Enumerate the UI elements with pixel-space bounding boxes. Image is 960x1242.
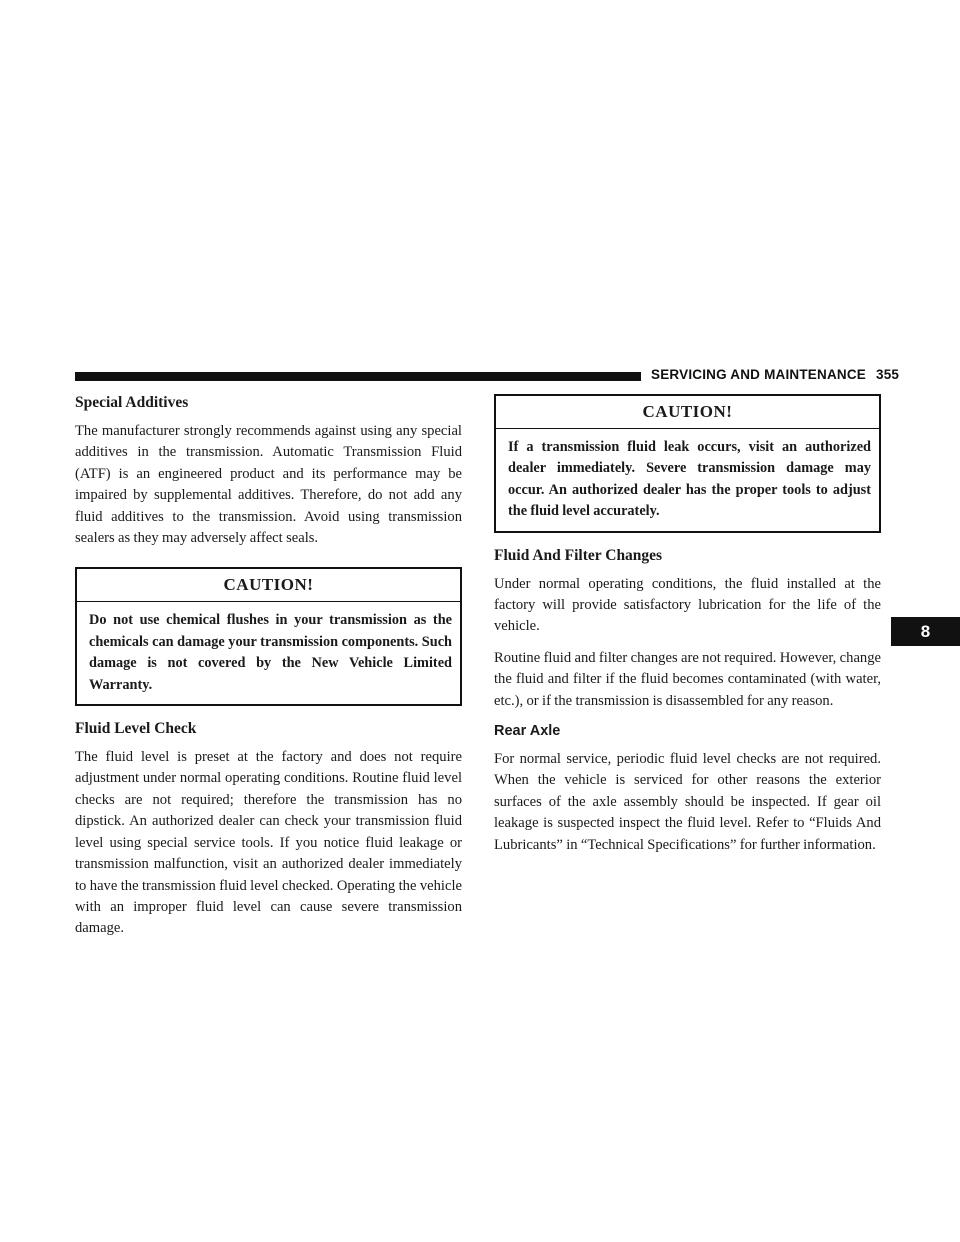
section-title: SERVICING AND MAINTENANCE [651, 367, 867, 382]
header-rule [75, 372, 641, 381]
special-additives-text: The manufacturer strongly recommends against using any special additives in the transmission. Automatic Transmission Fluid (ATF) is an engineered product and its performance may be impaired by supplemental additives. Therefore, do not add any fluid additives to the transmission. Avoid using transmission sealers as they may adversely affect seals. [75, 423, 462, 547]
chapter-tab: 8 [891, 617, 960, 646]
caution-title: CAUTION! [77, 569, 460, 602]
right-column [494, 394, 881, 866]
caution-box [75, 567, 462, 706]
heading-fluid-level-check: Fluid Level Check [75, 720, 197, 738]
page-number: 355 [876, 367, 900, 382]
caution-box [494, 394, 881, 533]
left-column [75, 394, 462, 950]
rear-axle-text: For normal service, periodic fluid level checks are not required. When the vehicle is serviced for other reasons the exterior surfaces of the axle assembly should be inspected. If gear oil leakage is suspected inspect the fluid level. Refer to “Fluids And Lubricants” in “Technical Specifications” for further information. [494, 751, 881, 853]
heading-fluid-filter-changes: Fluid And Filter Changes [494, 546, 663, 564]
heading-rear-axle: Rear Axle [494, 723, 561, 740]
heading-special-additives: Special Additives [75, 394, 189, 411]
caution-title: CAUTION! [496, 396, 879, 429]
fluid-filter-changes-text-2: Routine fluid and filter changes are not required. However, change the fluid and filter if the fluid becomes contaminated (with water, etc.), or if the transmission is disassembled for any reason. [494, 649, 881, 709]
running-header [651, 367, 899, 382]
fluid-filter-changes-text-1: Under normal operating conditions, the fluid installed at the factory will provide satisfactory lubrication for the life of the vehicle. [494, 575, 881, 635]
fluid-level-check-text: The fluid level is preset at the factory and does not require adjustment under normal operating conditions. Routine fluid level checks are not required; therefore the transmission has no dipstick. An authorized dealer can check your transmission fluid level using special service tools. If you notice fluid leakage or transmission malfunction, visit an authorized dealer immediately to have the transmission fluid level checked. Operating the vehicle with an improper fluid level can cause severe transmission damage. [75, 749, 462, 937]
caution-text: If a transmission fluid leak occurs, visit an authorized dealer immediately. Severe transmission damage may occur. An authorized dealer has the proper tools to adjust the fluid level accurately. [508, 439, 871, 520]
caution-text: Do not use chemical flushes in your transmission as the chemicals can damage your transmission components. Such damage is not covered by the New Vehicle Limited Warranty. [89, 612, 452, 693]
